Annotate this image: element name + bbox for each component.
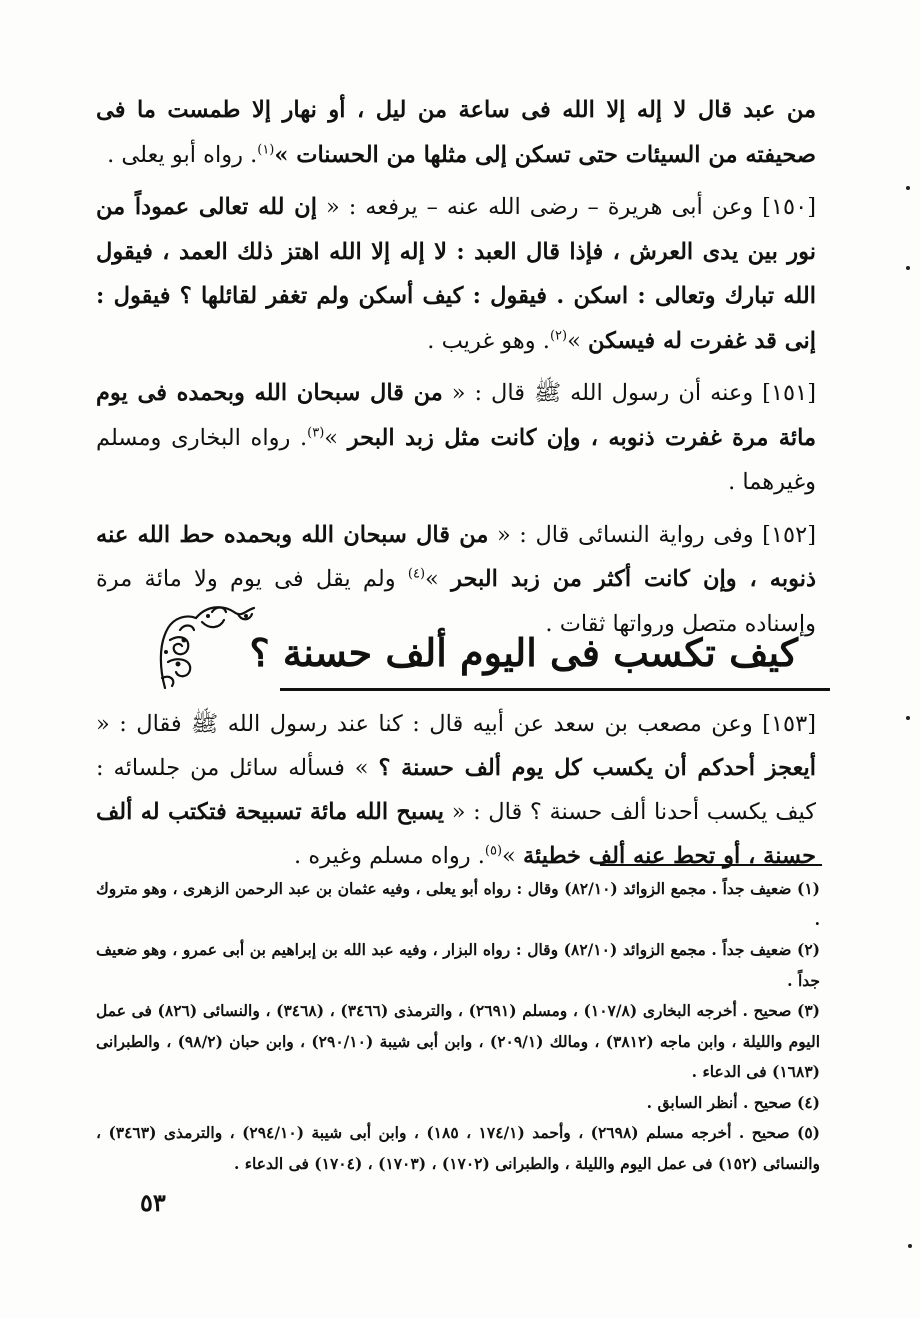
footnote: (١) ضعيف جداً . مجمع الزوائد (٨٢/١٠) وقال : رواه أبو يعلى ، وفيه عثمان بن عبد الرحمن الزهرى ، وهو متروك . [96,879,820,929]
scan-speck [906,186,910,190]
narration-text: » فسأله سائل من جلسائه : كيف يكسب أحدنا ألف حسنة ؟ قال : « [96,755,816,825]
footnote: (٤) صحيح . أنظر السابق . [646,1092,820,1112]
narration-text: » [502,843,523,869]
section-title: كيف تكسب فى اليوم ألف حسنة ؟ [249,630,798,675]
narration-text: » [425,566,452,592]
footnotes [96,874,820,1179]
narration-text: [١٥٣] وعن مصعب بن سعد عن أبيه قال : كنا عند رسول الله ﷺ فقال : « [96,711,816,737]
section-body [96,702,816,878]
section-heading [150,600,830,695]
hadith-text: إن لله تعالى عموداً من نور بين يدى العرش ، فإذا قال العبد : لا إله إلا الله اهتز ذلك العمد ، فيقول الله تبارك وتعالى : اسكن . فيقول : كيف أسكن ولم تغفر لقائلها ؟ فيقول : إنى قد غفرت له فيسكن [96,194,816,354]
narration-text: » [567,327,588,354]
scan-speck [908,1244,912,1248]
hadith-text: من عبد قال لا إله إلا الله فى ساعة من ليل ، أو نهار إلا طمست ما فى صحيفته من السيئات حتى تسكن إلى مثلها من الحسنات » [96,97,816,168]
footnote-ref: (٥) [484,843,503,859]
narration-text: [١٥٢] وفى رواية النسائى قال : « [488,521,816,548]
paragraph-hadith-150 [96,185,816,363]
paragraph-hadith-151 [96,371,816,505]
footnote: (٢) ضعيف جداً . مجمع الزوائد (٨٢/١٠) وقال : رواه البزار ، وفيه عبد الله بن إبراهيم بن أبى عمرو ، وهو ضعيف جداً . [96,940,820,990]
paragraph [96,88,816,177]
footnote-ref: (٤) [407,566,426,582]
paragraph-hadith-153 [96,702,816,878]
narration-text: . رواه أبو يعلى . [107,141,258,168]
scan-speck [906,716,910,720]
footnote-separator [600,864,822,866]
narration-text: . رواه البخارى ومسلم وغيرهما . [96,424,816,495]
narration-text: » [324,424,348,451]
heading-underline [280,688,830,691]
floral-ornament-icon [150,600,260,695]
hadith-text: أيعجز أحدكم أن يكسب كل يوم ألف حسنة ؟ [378,755,816,781]
main-text [96,88,816,654]
hadith-text: من قال سبحان الله وبحمده فى يوم مائة مرة غفرت ذنوبه ، وإن كانت مثل زبد البحر [96,380,816,451]
footnote-ref: (٢) [549,328,568,343]
footnote: (٥) صحيح . أخرجه مسلم (٢٦٩٨) ، وأحمد (١٧٤/١ ، ١٨٥) ، وابن أبى شيبة (٢٩٤/١٠) ، والترمذى (٣٤٦٣) ، والنسائى (١٥٢) فى عمل اليوم والليلة ، والطبرانى (١٧٠٢) ، (١٧٠٣) ، (١٧٠٤) فى الدعاء . [96,1123,820,1173]
narration-text: . رواه مسلم وغيره . [294,843,485,869]
hadith-text: يسبح الله مائة تسبيحة فتكتب له ألف حسنة ، أو تحط عنه ألف خطيئة [96,799,816,869]
narration-text: . وهو غريب . [427,327,550,354]
scan-speck [906,266,910,270]
footnote-ref: (١) [257,142,275,157]
footnote: (٣) صحيح . أخرجه البخارى (١٠٧/٨) ، ومسلم (٢٦٩١) ، والترمذى (٣٤٦٦) ، (٣٤٦٨) ، والنسائى (٨٢٦) فى عمل اليوم والليلة ، وابن ماجه (٣٨١٢) ، ومالك (٢٠٩/١) ، وابن أبى شيبة (٢٩٠/١٠) ، وابن حبان (٩٨/٢) ، والطبرانى (١٦٨٣) فى الدعاء . [96,1001,821,1081]
hadith-text: من قال سبحان الله وبحمده حط الله عنه ذنوبه ، وإن كانت أكثر من زبد البحر [96,521,816,592]
footnote-ref: (٣) [307,425,325,440]
narration-text: ولم يقل فى يوم ولا مائة مرة وإسناده متصل ورواتها ثقات . [96,566,816,637]
page-number: ٥٣ [140,1188,166,1217]
narration-text: [١٥١] وعنه أن رسول الله ﷺ قال : « [442,380,817,406]
narration-text: [١٥٠] وعن أبى هريرة – رضى الله عنه – يرفعه : « [316,194,816,220]
